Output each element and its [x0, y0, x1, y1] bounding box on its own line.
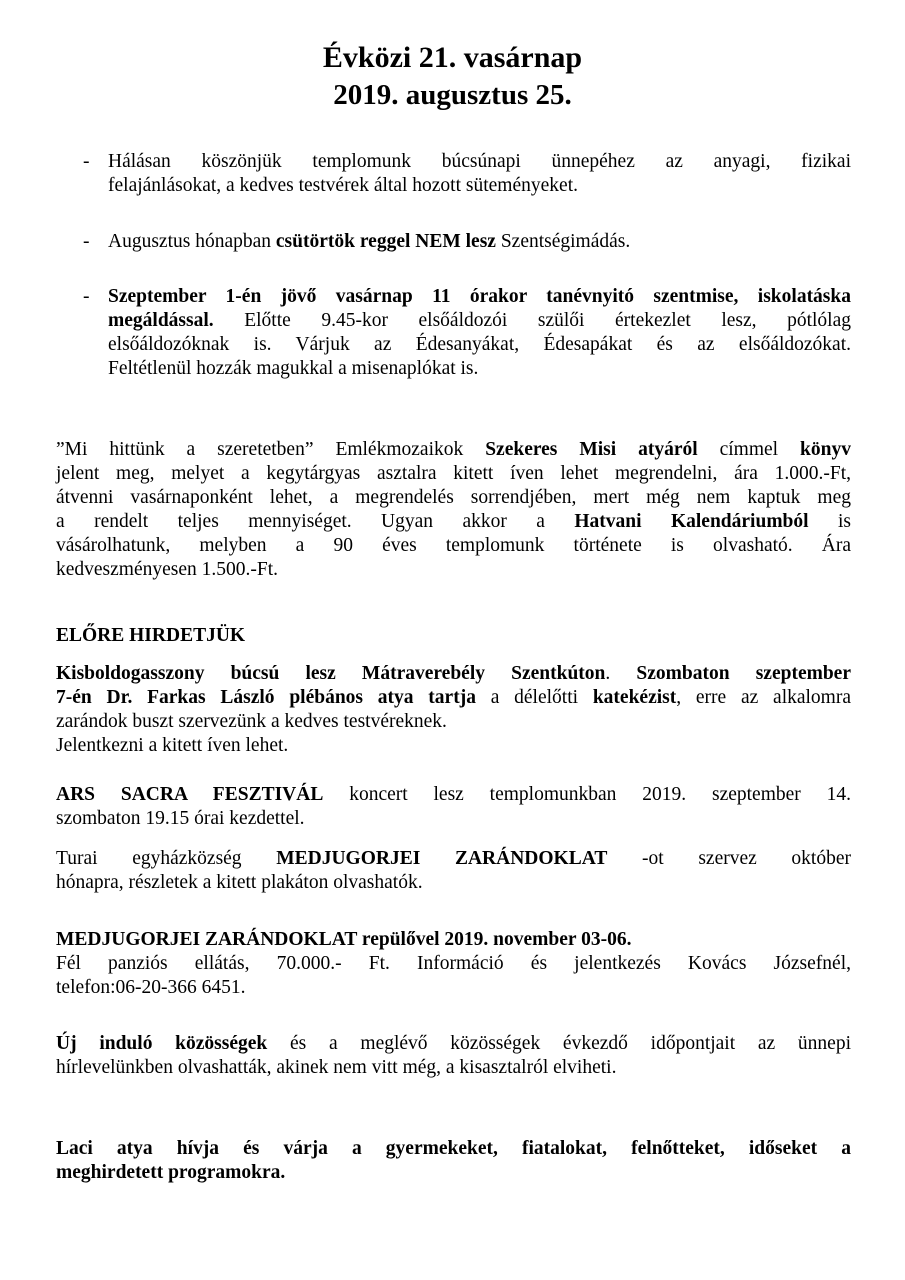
text-line: Kisboldogasszony búcsú lesz Mátraverebély Szentkúton. Szombaton szeptember [56, 663, 851, 684]
text-line: jelent meg, melyet a kegytárgyas asztalra kitett íven lehet megrendelni, ára 1.000.-Ft, [56, 463, 851, 484]
bullet-adoration [83, 230, 851, 254]
text-line: meghirdetett programokra. [56, 1162, 286, 1183]
book-announcement [56, 438, 851, 582]
turai-announcement [56, 847, 851, 895]
bullet-text-line: elsőáldozóknak is. Várjuk az Édesanyákat, Édesapákat és az elsőáldozókat. [108, 334, 851, 355]
text-line: Fél panziós ellátás, 70.000.- Ft. Információ és jelentkezés Kovács Józsefnél, [56, 953, 851, 974]
bullet-text-line: Hálásan köszönjük templomunk búcsúnapi ünnepéhez az anyagi, fizikai [108, 151, 851, 172]
text-line: hónapra, részletek a kitett plakáton olvashatók. [56, 872, 423, 893]
text-line: 7-én Dr. Farkas László plébános atya tartja a délelőtti katekézist, erre az alkalomra [56, 687, 851, 708]
bullet-thanks [83, 150, 851, 198]
festival-announcement [56, 783, 851, 831]
bullet-dash: - [83, 151, 90, 172]
text-line: MEDJUGORJEI ZARÁNDOKLAT repülővel 2019. november 03-06. [56, 929, 632, 950]
bullet-text-line: Szeptember 1-én jövő vasárnap 11 órakor tanévnyitó szentmise, iskolatáska [108, 286, 851, 307]
text-line: hírlevelünkben olvashatták, akinek nem vitt még, a kisasztalról elviheti. [56, 1057, 617, 1078]
bullet-text-line: Augusztus hónapban csütörtök reggel NEM lesz Szentségimádás. [108, 231, 631, 252]
text-line: Jelentkezni a kitett íven lehet. [56, 735, 289, 756]
text-line: Turai egyházközség MEDJUGORJEI ZARÁNDOKLAT -ot szervez október [56, 848, 851, 869]
page-title: Évközi 21. vasárnap [322, 41, 583, 74]
bullet-school-mass [83, 285, 851, 381]
bullet-dash: - [83, 286, 90, 307]
page-date: 2019. augusztus 25. [333, 79, 572, 111]
section-heading: ELŐRE HIRDETJÜK [56, 625, 246, 646]
text-line: a rendelt teljes mennyiséget. Ugyan akkor a Hatvani Kalendáriumból is [56, 511, 852, 532]
text-line: zarándok buszt szervezünk a kedves testvéreknek. [56, 711, 447, 732]
text-line: kedveszményesen 1.500.-Ft. [56, 559, 279, 580]
text-line: Laci atya hívja és várja a gyermekeket, fiatalokat, felnőtteket, időseket a [56, 1138, 851, 1159]
text-line: ARS SACRA FESZTIVÁL koncert lesz templomunkban 2019. szeptember 14. [56, 784, 851, 805]
pilgrimage-announcement [56, 662, 851, 758]
text-line: vásárolhatunk, melyben a 90 éves templomunk története is olvasható. Ára [56, 535, 851, 556]
bullet-text-line: felajánlásokat, a kedves testvérek által hozott süteményeket. [108, 175, 578, 196]
medjugorje-flight-announcement [56, 928, 851, 1000]
bullet-text-line: Feltétlenül hozzák magukkal a misenaplókat is. [108, 358, 479, 379]
bullet-text-line: megáldással. Előtte 9.45-kor elsőáldozói szülői értekezlet lesz, pótlólag [108, 310, 851, 331]
text-line: szombaton 19.15 órai kezdettel. [56, 808, 305, 829]
text-line: telefon:06-20-366 6451. [56, 977, 246, 998]
text-line: átvenni vasárnaponként lehet, a megrendelés sorrendjében, mert még nem kaptuk meg [56, 487, 851, 508]
closing-invitation [56, 1137, 851, 1185]
communities-announcement [56, 1032, 851, 1080]
text-line: Új induló közösségek és a meglévő közösségek évkezdő időpontjait az ünnepi [56, 1033, 852, 1054]
bullet-dash: - [83, 231, 90, 252]
text-line: ”Mi hittünk a szeretetben” Emlékmozaikok Szekeres Misi atyáról címmel könyv [56, 439, 851, 460]
